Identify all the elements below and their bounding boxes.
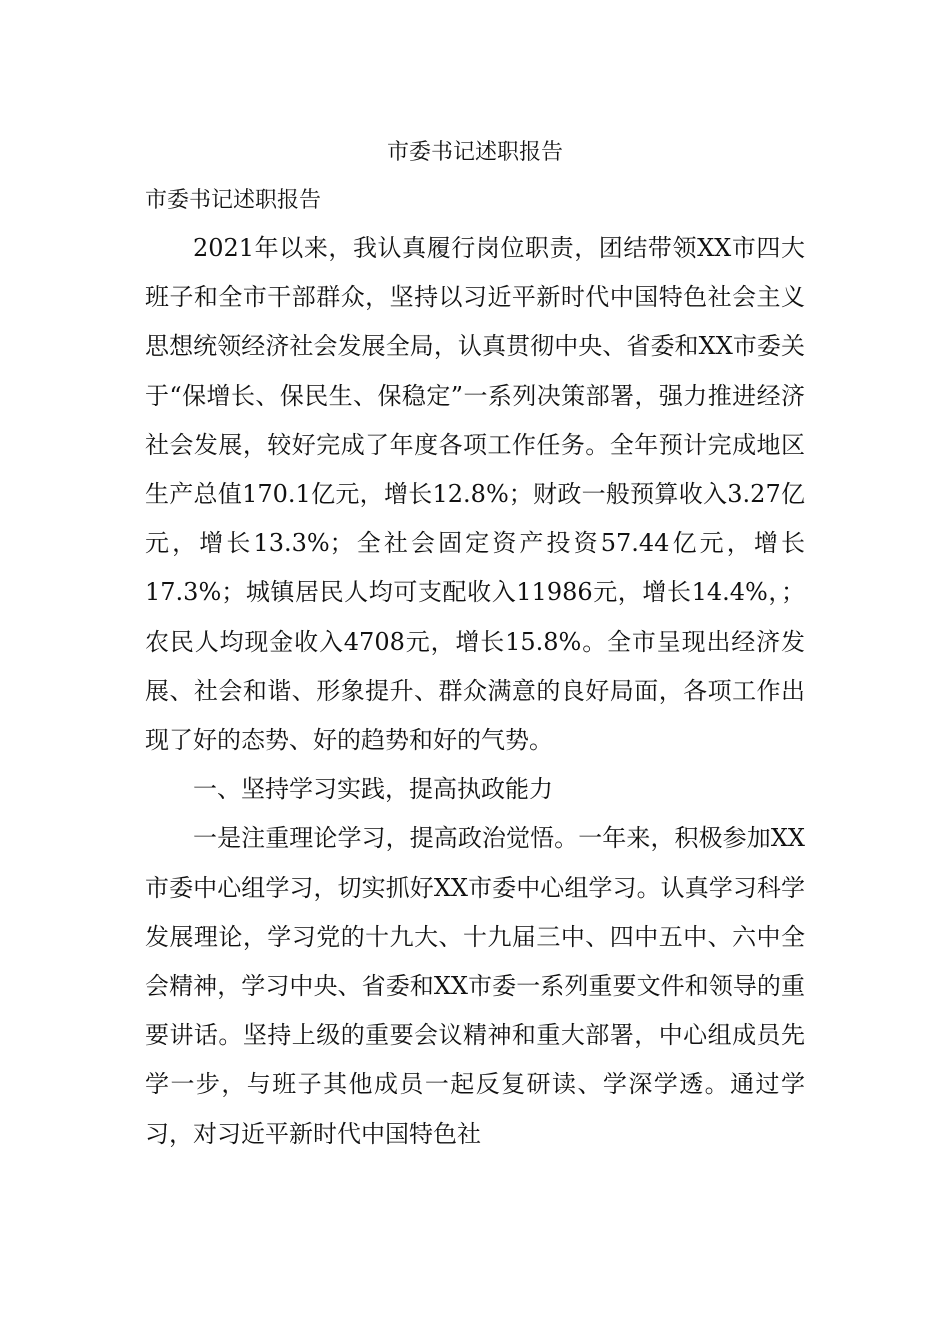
document-title: 市委书记述职报告: [386, 140, 563, 165]
section-heading: 一、坚持学习实践，提高执政能力: [193, 775, 553, 804]
document-body: [145, 180, 805, 1159]
paragraph-intro: 2021年以来，我认真履行岗位职责，团结带领XX市四大班子和全市干部群众，坚持以习近平新时代中国特色社会主义思想统领经济社会发展全局，认真贯彻中央、省委和XX市委关于“保增长、保民生、保稳定”一系列决策部署，强力推进经济社会发展，较好完成了年度各项工作任务。全年预计完成地区生产总值170.1亿元，增长12.8%；财政一般预算收入3.27亿元，增长13.3%；全社会固定资产投资57.44亿元，增长17.3%；城镇居民人均可支配收入11986元，增长14.4%，；农民人均现金收入4708元，增长15.8%。全市呈现出经济发展、社会和谐、形象提升、群众满意的良好局面，各项工作出现了好的态势、好的趋势和好的气势。: [145, 234, 805, 755]
paragraph-study: 一是注重理论学习，提高政治觉悟。一年来，积极参加XX市委中心组学习，切实抓好XX市委中心组学习。认真学习科学发展理论，学习党的十九大、十九届三中、四中五中、六中全会精神，学习中央、省委和XX市委一系列重要文件和领导的重要讲话。坚持上级的重要会议精神和重大部署，中心组成员先学一步，与班子其他成员一起反复研读、学深学透。通过学习，对习近平新时代中国特色社: [145, 824, 805, 1148]
document-subtitle: 市委书记述职报告: [145, 188, 322, 213]
